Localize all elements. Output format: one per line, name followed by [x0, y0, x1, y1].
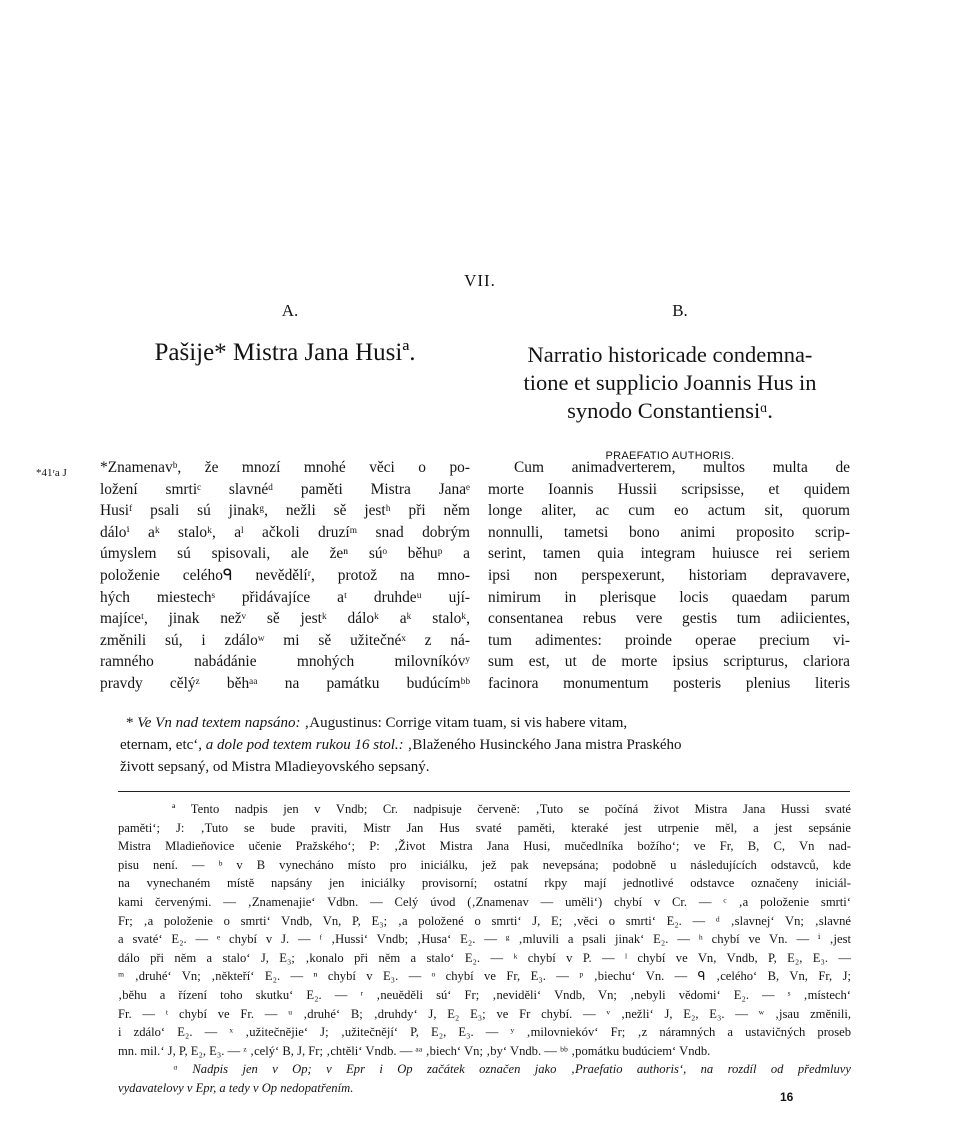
note-line: ª Tento nadpis jen v Vndb; Cr. nadpisuje červeně: ‚Tuto se počíná život Mistra Jana Hussi svaté	[172, 802, 851, 816]
footnote-star: *	[126, 715, 134, 731]
note-italic: Ve Vn nad textem napsáno:	[137, 715, 301, 731]
note-text: ‚Augustinus: Corrige vitam tuam, si vis habere vitam,	[300, 715, 628, 731]
text-line: consentanea rebus vere gestis tum adiicientes,	[488, 610, 850, 628]
note-line: Mistra Mladieňovice učenie Pražského‘; P: ‚Život Mistra Jana Husi, mučedlníka božího‘; ve Fr, B, C, Vn nad-	[118, 839, 851, 854]
note-line: ‚běhu a řízení toho skutku‘ E₂. — ʳ ‚neuěděli sú‘ Fr; ‚neviděli‘ Vndb, Vn; ‚nebyli vědomi‘ E₂. — ˢ ‚místech‘	[118, 987, 851, 1002]
note-line: Fr; ‚a položenie o smrti‘ Vndb, Vn, P, E₃; ‚a položené o smrti‘ J, E; ‚věci o smrti‘ E₂. — ᵈ ‚slavnej‘ Vn; ‚slavné	[118, 913, 851, 928]
text-line: změnili sú, i zdáloʷ mi sě užitečnéˣ z ná-	[100, 631, 470, 649]
column-b-text	[488, 457, 850, 695]
note-italic: a dole pod textem rukou 16 stol.:	[205, 737, 404, 753]
note-line: i zdálo‘ E₂. — ˣ ‚užitečnějie‘ J; ‚užitečnějí‘ P, E₂, E₃. — ʸ ‚milovniekóv‘ Fr; ‚z náramných a ustavičných proseb	[118, 1025, 851, 1040]
note-line: pisu není. — ᵇ v B vynecháno místo pro iniciálku, jež pak nevepsána; podobně u následujících odstavců, kde	[118, 857, 851, 872]
star-footnote-line	[120, 712, 850, 734]
column-b-letter: B.	[672, 301, 688, 320]
text-line: dáloⁱ aᵏ staloᵏ, aˡ ačkoli druzíᵐ snad dobrým	[100, 523, 470, 541]
column-b-title	[490, 341, 850, 425]
text-line: nimirum in plerisque locis quaedam parum	[488, 588, 850, 606]
alpha-note-line: ᵅ Nadpis jen v Op; v Epr i Op začátek označen jako ‚Praefatio authoris‘, na rozdíl od předmluvy	[173, 1062, 851, 1077]
column-b-title-line: Narratio historicade condemna-	[527, 342, 813, 367]
text-line: morte Ioannis Hussii scripsisse, et quidem	[488, 480, 850, 498]
text-line: pravdy cělýᶻ běhᵃᵃ na památku budúcímᵇᵇ	[100, 674, 470, 692]
alpha-note-line: vydavatelovy v Epr, a tedy v Op nedopatřením.	[118, 1080, 354, 1095]
column-b-title-line: tione et supplicio Joannis Hus in	[523, 370, 817, 395]
text-line: ipsi non perspexerunt, historiam depravavere,	[488, 566, 850, 584]
star-footnote	[120, 712, 850, 778]
note-line: kami červenými. — ‚Znamenajie‘ Vdbn. — Celý úvod (‚Znamenav — uměli‘) chybí v Cr. — ᶜ ‚a položenie smrti‘	[118, 894, 851, 909]
footnote-divider	[118, 791, 850, 792]
text-line: Cum animadverterem, multos multa de	[514, 459, 850, 476]
text-line: longe aliter, ac cum eo actum sit, quorum	[488, 502, 850, 520]
text-line: hých miestechˢ přidávajíce aᵗ druhdeᵘ ují-	[100, 588, 470, 606]
note-text: ‚Blaženého Husinckého Jana mistra Praského	[403, 737, 682, 753]
margin-folio-note: *41ʳa J	[36, 467, 67, 479]
text-line: majíceᵗ, jinak nežᵛ sě jestᵏ dáloᵏ aᵏ staloᵏ,	[100, 610, 470, 628]
text-line: položenie celéhoᑫ nevědělíʳ, protož na mno-	[100, 566, 470, 584]
star-footnote-line	[120, 734, 850, 756]
column-a-text	[100, 457, 470, 695]
text-line: ramného nabádánie mnohých milovníkóvʸ	[100, 653, 470, 671]
text-line: ložení smrtiᶜ slavnéᵈ paměti Mistra Janaᵉ	[100, 480, 470, 498]
note-line: na vynechaném místě napsány jen iniciálky provisorní; ostatní rkpy mají jednotlivé odstavce označeny iniciál-	[118, 876, 851, 891]
column-b-title-line: synodo Constantiensiᵅ.	[567, 398, 773, 423]
column-a-letter: A.	[281, 301, 299, 320]
chapter-number: VII.	[464, 271, 496, 290]
note-line: ᵐ ‚druhé‘ Vn; ‚někteří‘ E₂. — ⁿ chybí v E₃. — ᵒ chybí ve Fr, E₃. — ᵖ ‚biechu‘ Vn. — ᑫ ‚celého‘ B, Vn, Fr, J;	[118, 969, 851, 984]
note-line: mn. mil.‘ J, P, E₂, E₃. — ᶻ ‚celý‘ B, J, Fr; ‚chtěli‘ Vndb. — ᵃᵃ ‚biech‘ Vn; ‚by‘ Vndb. — ᵇᵇ ‚pomátku budúciem‘ Vndb.	[118, 1043, 711, 1058]
text-line: facinora monumentum posteris plenius literis	[488, 674, 850, 692]
note-line: a svaté‘ E₂. — ᵉ chybí v J. — ᶠ ‚Hussi‘ Vndb; ‚Husa‘ E₂. — ᵍ ‚mluvili a psali jinak‘ E₂. — ʰ chybí ve Vn. — ⁱ ‚jest	[118, 932, 851, 947]
text-line: *Znamenavᵇ, že mnozí mnohé věci o po-	[100, 459, 470, 476]
text-line: sum est, ut de morte ipsius scripturus, clariora	[488, 653, 850, 671]
text-line: úmyslem sú spisovali, ale žeⁿ súᵒ běhuᵖ a	[100, 545, 470, 563]
text-line: Husiᶠ psali sú jinakᵍ, nežli sě jestʰ při něm	[100, 502, 470, 520]
column-a-title: Pašije* Mistra Jana Husiª.	[154, 339, 416, 366]
apparatus-notes	[118, 800, 851, 1098]
note-line: paměti‘; J: ‚Tuto se bude praviti, Mistr Jan Hus svaté paměti, kteraké jest utrpenie měl, a jest sepsánie	[118, 820, 851, 835]
page-number: 16	[780, 1090, 794, 1104]
note-line: dálo při něm a stalo‘ J, E₃; ‚konalo při něm a stalo‘ E₂. — ᵏ chybí v P. — ˡ chybí ve Vn, Vndb, P, E₂, E₃. —	[118, 950, 851, 965]
text-line: tum adimentes: proinde operae precium vi-	[488, 631, 850, 649]
praefatio-heading: PRAEFATIO AUTHORIS.	[605, 450, 735, 462]
star-footnote-line: živott sepsaný, od Mistra Mladieyovského sepsaný.	[120, 759, 430, 775]
text-line: serint, tamen quia integram huiusce rei seriem	[488, 545, 850, 563]
note-text: eternam, etc‘,	[120, 737, 206, 753]
note-line: Fr. — ᵗ chybí ve Fr. — ᵘ ‚druhé‘ B; ‚druhdy‘ J, E₂ E₃; ve Fr chybí. — ᵛ ‚nežli‘ J, E₂, E₃. — ʷ ‚jsau změnili,	[118, 1006, 851, 1021]
text-line: nonnulli, tametsi bono animi proposito scrip-	[488, 523, 850, 541]
